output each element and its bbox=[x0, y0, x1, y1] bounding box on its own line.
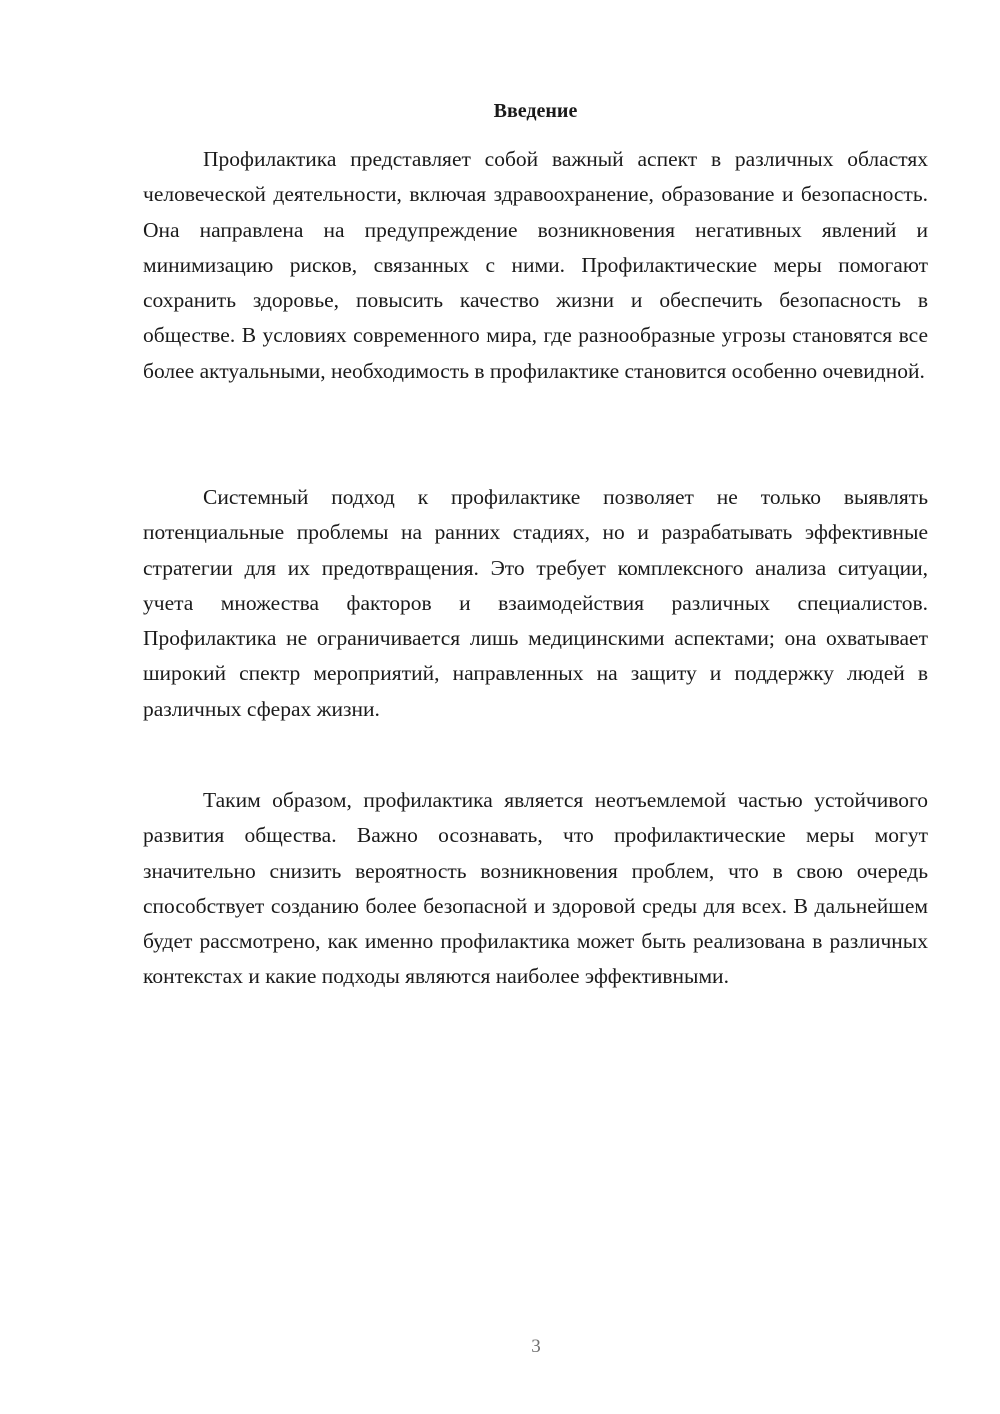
paragraph-intro: Профилактика представляет собой важный аспект в различных областях человеческой деятельности, включая здравоохранение, образование и безопасность. Она направлена на предупреждение возникновения негативных явлений и минимизацию рисков, связанных с ними. Профилактические меры помогают сохранить здоровье, повысить качество жизни и обеспечить безопасность в обществе. В условиях современного мира, где разнообразные угрозы становятся все более актуальными, необходимость в профилактике становится особенно очевидной. bbox=[143, 147, 928, 383]
paragraph-systemic-approach: Системный подход к профилактике позволяет не только выявлять потенциальные проблемы на ранних стадиях, но и разрабатывать эффективные стратегии для их предотвращения. Это требует комплексного анализа ситуации, учета множества факторов и взаимодействия различных специалистов. Профилактика не ограничивается лишь медицинскими аспектами; она охватывает широкий спектр мероприятий, направленных на защиту и поддержку людей в различных сферах жизни. bbox=[143, 485, 928, 721]
paragraph-conclusion: Таким образом, профилактика является неотъемлемой частью устойчивого развития общества. Важно осознавать, что профилактические меры могут значительно снизить вероятность возникновения проблем, что в свою очередь способствует созданию более безопасной и здоровой среды для всех. В дальнейшем будет рассмотрено, как именно профилактика может быть реализована в различных контекстах и какие подходы являются наиболее эффективными. bbox=[143, 788, 928, 989]
section-title: Введение bbox=[493, 100, 578, 122]
page-number: 3 bbox=[531, 1336, 541, 1357]
